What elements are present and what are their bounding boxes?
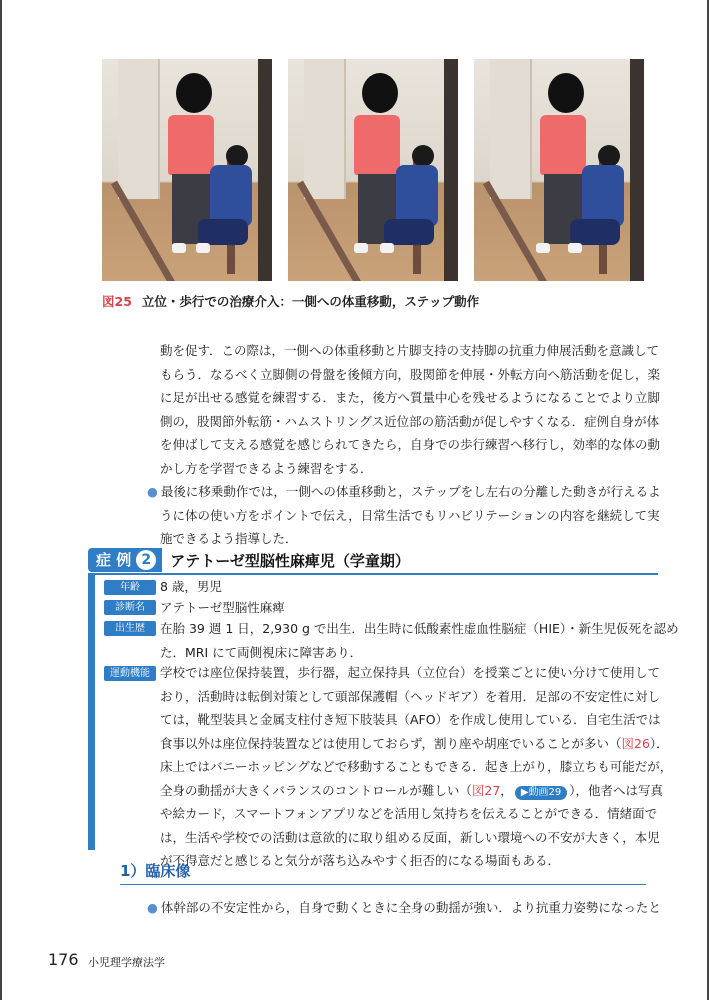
figure-ref-27[interactable]: 図27 xyxy=(471,782,501,798)
therapy-photo-2 xyxy=(288,59,458,281)
diagnosis-value: アテトーゼ型脳性麻痺 xyxy=(160,600,285,615)
birth-history-text xyxy=(160,617,679,664)
tag-age: 年齢 xyxy=(104,580,156,595)
text-line: に足が出せる感覚を練習する．また，後方へ質量中心を残せるようになることでより立脚 xyxy=(160,390,661,405)
text-segment: ）． xyxy=(649,735,669,751)
text-line: 施できるよう指導した． xyxy=(160,531,298,546)
bullet-icon: ● xyxy=(147,484,158,499)
text-segment: 全身の動揺が大きくバランスのコントロールが難しい（ xyxy=(160,782,472,798)
motor-function-text xyxy=(160,661,673,873)
therapy-photo-1 xyxy=(102,59,272,281)
paragraph-continuation xyxy=(160,339,661,480)
bullet-icon: ● xyxy=(147,900,158,915)
text-line: ては，靴型装具と金属支柱付き短下肢装具（AFO）を作成し使用している．自宅生活では xyxy=(160,712,661,727)
text-segment: ），他者へは写真 xyxy=(569,782,663,798)
text-line: 在胎 39 週 1 日，2,930 g で出生．出生時に低酸素性虚血性脳症（HIE）・新生児仮死を認め xyxy=(160,621,679,636)
text-segment: 食事以外は座位保持装置などは使用しておらず，割り座や胡座でいることが多い（ xyxy=(160,735,622,751)
text-segment: ， xyxy=(500,782,513,798)
text-line: もらう．なるべく立脚側の骨盤を後傾方向，股関節を伸展・外転方向へ筋活動を促し，楽 xyxy=(160,366,661,382)
case-sidebar-bar xyxy=(88,573,95,850)
tag-motor-function: 運動機能 xyxy=(104,666,156,681)
page-number: 176 xyxy=(48,950,79,969)
section-heading: 1）臨床像 xyxy=(120,862,191,880)
text-line: 側の，股関節外転筋・ハムストリングス近位部の筋活動が促しやすくなる．症例自身が体 xyxy=(160,413,660,429)
case-label-text: 症 例 xyxy=(96,551,132,569)
case-title: アテトーゼ型脳性麻痺児（学童期） xyxy=(170,551,410,570)
case-label xyxy=(88,548,162,572)
figure-caption xyxy=(102,292,479,310)
text-line: は，生活や学校での活動は意欲的に取り組める反面，新しい環境への不安が大きく，本児 xyxy=(160,829,660,845)
tag-diagnosis: 診断名 xyxy=(104,600,156,615)
figure-number: 図25 xyxy=(102,294,132,309)
case-header xyxy=(88,548,658,572)
book-title: 小児理学療法学 xyxy=(88,956,165,969)
text-line: や絵カード，スマートフォンアプリなどを活用し気持ちを伝えることができる．情緒面で xyxy=(160,806,658,821)
bullet-text: 体幹部の不安定性から，自身で動くときに全身の動揺が強い．より抗重力姿勢になったと xyxy=(160,900,661,915)
text-line: が不得意だと感じると気分が落ち込みやすく拒否的になる場面もある． xyxy=(160,853,561,868)
video-link-badge[interactable]: ▶動画29 xyxy=(515,786,567,800)
text-line xyxy=(147,480,661,504)
figure-ref-26[interactable]: 図26 xyxy=(621,735,650,751)
section-rule xyxy=(120,884,646,885)
text-line: おり，活動時は転倒対策として頭部保護帽（ヘッドギア）を着用．足部の不安定性に対し xyxy=(160,688,661,704)
bullet-paragraph xyxy=(147,896,661,920)
text-line: うに体の使い方をポイントで伝え，日常生活でもリハビリテーションの内容を継続して実 xyxy=(160,507,660,523)
figure-caption-text: 立位・歩行での治療介入：一側への体重移動，ステップ動作 xyxy=(141,294,480,309)
text-line: かし方を学習できるよう練習をする． xyxy=(160,460,373,476)
text-line xyxy=(160,732,669,756)
tag-birth-history: 出生歴 xyxy=(104,621,156,636)
therapy-photo-3 xyxy=(474,59,644,281)
text-line: を伸ばして支える感覚を感じられてきたら，自身での歩行練習へ移行し，効率的な体の動 xyxy=(160,437,661,452)
text-line: 床上ではバニーホッピングなどで移動することもできる．起き上がり，膝立ちも可能だが， xyxy=(160,759,673,774)
text-line: 学校では座位保持装置，歩行器，起立保持具（立位台）を授業ごとに使い分けて使用して xyxy=(160,665,661,680)
case-number-badge: 2 xyxy=(136,550,156,570)
bullet-text: 最後に移乗動作では，一側への体重移動と，ステップをし左右の分離した動きが行えるよ xyxy=(160,484,661,499)
text-line xyxy=(160,779,663,803)
text-line: 動を促す．この際は，一側への体重移動と片脚支持の支持脚の抗重力伸展活動を意識して xyxy=(160,343,660,358)
age-value: 8 歳，男児 xyxy=(160,579,222,594)
text-line: た．MRI にて両側視床に障害あり． xyxy=(160,644,363,660)
text-line xyxy=(147,896,661,920)
bullet-paragraph xyxy=(147,480,661,551)
